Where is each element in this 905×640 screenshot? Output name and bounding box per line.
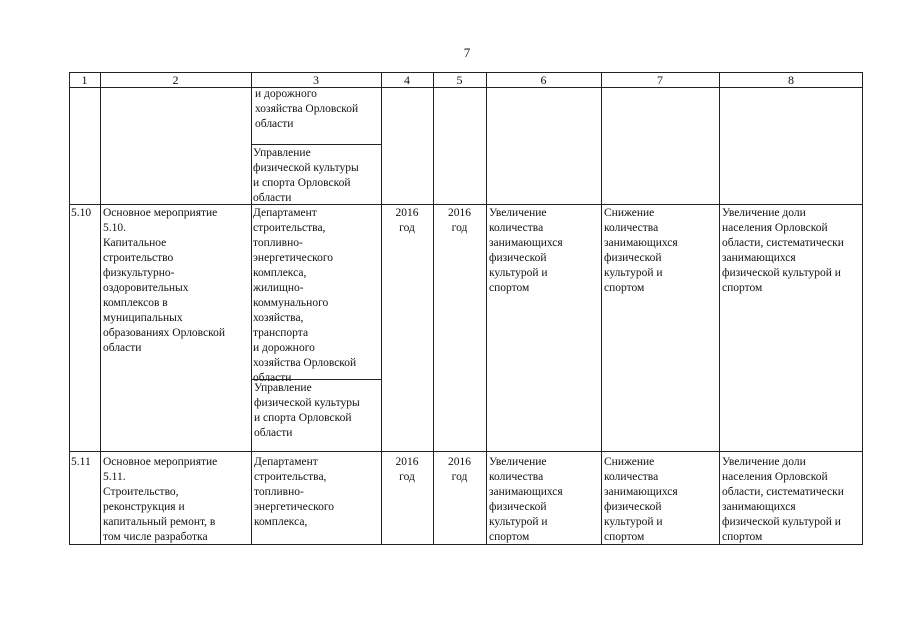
executor-primary: Департамент строительства, топливно- энергетического комплекса, [254, 456, 335, 528]
end-year: 2016 год [448, 207, 471, 234]
header-col-5: 5 [456, 73, 463, 87]
linked-indicator: Увеличение доли населения Орловской области, систематически занимающихся физической культурой и спортом [722, 207, 844, 294]
row-divider [69, 451, 863, 452]
row-divider [69, 204, 863, 205]
column-divider [601, 72, 602, 545]
column-divider [719, 72, 720, 545]
start-year: 2016 год [395, 207, 419, 234]
measure-name: Основное мероприятие 5.11. Строительство, реконструкция и капитальный ремонт, в том числе разработка [103, 456, 218, 543]
linked-indicator: Увеличение доли населения Орловской области, систематически занимающихся физической культурой и спортом [722, 456, 844, 543]
expected-result: Увеличение количества занимающихся физической культурой и спортом [489, 456, 563, 543]
row-number: 5.11 [71, 456, 91, 468]
header-col-4: 4 [404, 73, 410, 87]
header-col-6: 6 [540, 73, 547, 87]
header-col-8: 8 [788, 73, 794, 87]
executor-sub-divider [251, 144, 381, 145]
non-implementation-consequence: Снижение количества занимающихся физической культурой и спортом [604, 456, 678, 543]
header-col-1: 1 [81, 73, 88, 87]
expected-result: Увеличение количества занимающихся физической культурой и спортом [489, 207, 563, 294]
header-row-divider [69, 87, 863, 88]
header-col-2: 2 [172, 73, 179, 87]
executor-primary: Департамент строительства, топливно- энергетического комплекса, жилищно- коммунального хозяйства, транспорта и дорожного хозяйства Орловской области [253, 207, 357, 384]
continuation-executor-tail: и дорожного хозяйства Орловской области [255, 88, 359, 130]
continuation-executor-second: Управление физической культуры и спорта Орловской области [253, 147, 359, 204]
column-divider [251, 72, 252, 545]
page-number: 7 [463, 45, 471, 60]
measure-name: Основное мероприятие 5.10. Капитальное строительство физкультурно- оздоровительных комплексов в муниципальных образованиях Орловской области [103, 207, 226, 354]
end-year: 2016 год [448, 456, 471, 483]
non-implementation-consequence: Снижение количества занимающихся физической культурой и спортом [604, 207, 678, 294]
column-divider [100, 72, 101, 545]
header-col-3: 3 [313, 73, 319, 87]
start-year: 2016 год [395, 456, 419, 483]
header-col-7: 7 [657, 73, 663, 87]
executor-secondary: Управление физической культуры и спорта Орловской области [254, 382, 360, 439]
row-number: 5.10 [71, 207, 92, 219]
column-divider [486, 72, 487, 545]
